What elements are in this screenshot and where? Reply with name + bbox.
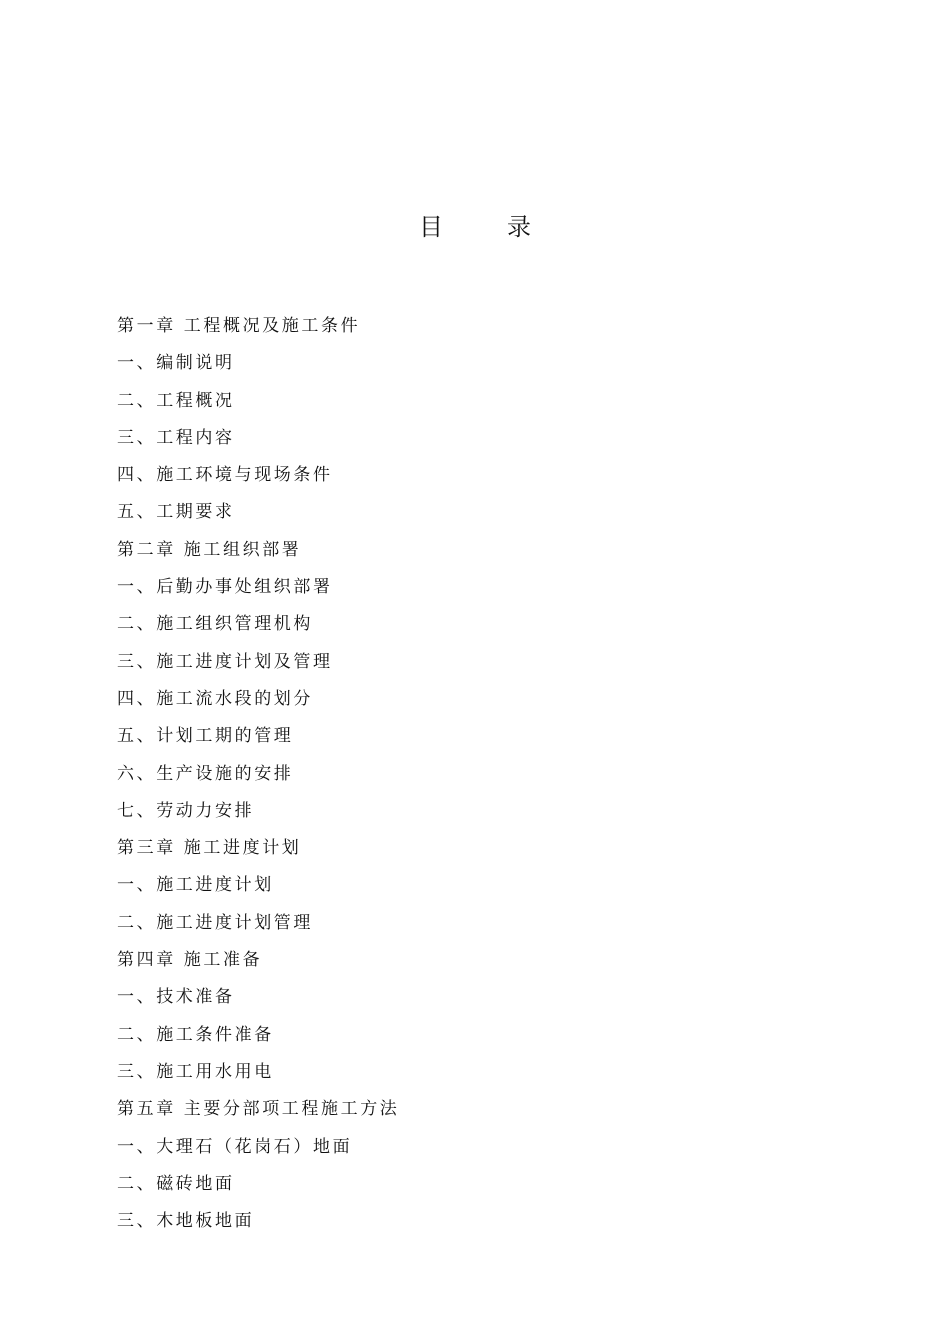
toc-chapter[interactable]: 第四章 施工准备	[117, 950, 263, 971]
page-title	[0, 210, 950, 244]
toc-item[interactable]: 六、生产设施的安排	[117, 763, 294, 784]
table-of-contents	[117, 308, 817, 1240]
toc-item[interactable]: 三、木地板地面	[117, 1211, 255, 1232]
toc-item[interactable]: 五、计划工期的管理	[117, 726, 294, 747]
toc-item[interactable]: 一、技术准备	[117, 987, 235, 1008]
toc-chapter[interactable]: 第五章 主要分部项工程施工方法	[117, 1099, 400, 1120]
toc-item[interactable]: 一、施工进度计划	[117, 875, 274, 896]
toc-item[interactable]: 五、工期要求	[117, 502, 235, 523]
toc-item[interactable]: 七、劳动力安排	[117, 800, 255, 821]
toc-item[interactable]: 二、工程概况	[117, 390, 235, 411]
toc-item[interactable]: 三、施工用水用电	[117, 1061, 274, 1082]
toc-item[interactable]: 三、施工进度计划及管理	[117, 651, 333, 672]
toc-chapter[interactable]: 第三章 施工进度计划	[117, 838, 302, 859]
toc-item[interactable]: 一、编制说明	[117, 353, 235, 374]
toc-item[interactable]: 四、施工环境与现场条件	[117, 465, 333, 486]
toc-item[interactable]: 一、后勤办事处组织部署	[117, 577, 333, 598]
toc-item[interactable]: 二、磁砖地面	[117, 1173, 235, 1194]
toc-chapter[interactable]: 第二章 施工组织部署	[117, 539, 302, 560]
title-char-1: 目	[419, 213, 443, 241]
toc-item[interactable]: 二、施工组织管理机构	[117, 614, 313, 635]
toc-item[interactable]: 二、施工进度计划管理	[117, 912, 313, 933]
toc-item[interactable]: 三、工程内容	[117, 427, 235, 448]
toc-item[interactable]: 一、大理石（花岗石）地面	[117, 1136, 353, 1157]
toc-item[interactable]: 四、施工流水段的划分	[117, 688, 313, 709]
title-char-2: 录	[507, 213, 531, 241]
toc-chapter[interactable]: 第一章 工程概况及施工条件	[117, 316, 361, 336]
toc-item[interactable]: 二、施工条件准备	[117, 1024, 274, 1045]
